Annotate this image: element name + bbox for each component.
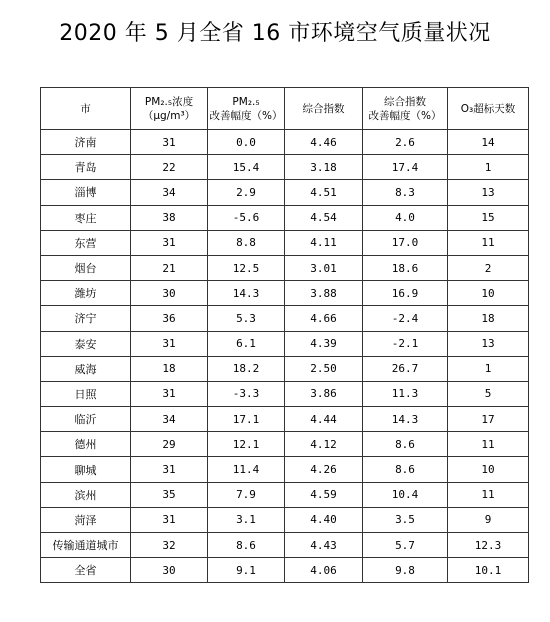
composite-index-cell: 3.01 (285, 255, 363, 280)
composite-improvement-cell: 8.6 (363, 457, 448, 482)
composite-index-cell: 4.51 (285, 180, 363, 205)
pm25-improvement-cell: -3.3 (208, 381, 285, 406)
o3-days-cell: 17 (448, 407, 529, 432)
composite-index-cell: 4.12 (285, 432, 363, 457)
page-title: 2020 年 5 月全省 16 市环境空气质量状况 (59, 21, 491, 46)
header-pm25-improvement: PM₂.₅ 改善幅度（%） (208, 88, 285, 130)
composite-index-cell: 4.39 (285, 331, 363, 356)
o3-days-cell: 11 (448, 432, 529, 457)
pm25-cell: 31 (131, 457, 208, 482)
o3-days-cell: 15 (448, 205, 529, 230)
pm25-improvement-cell: 8.6 (208, 533, 285, 558)
composite-index-cell: 4.54 (285, 205, 363, 230)
pm25-improvement-cell: 18.2 (208, 356, 285, 381)
composite-index-cell: 4.44 (285, 407, 363, 432)
composite-improvement-cell: 5.7 (363, 533, 448, 558)
pm25-cell: 21 (131, 255, 208, 280)
header-composite-index: 综合指数 (285, 88, 363, 130)
o3-days-cell: 9 (448, 507, 529, 532)
pm25-improvement-cell: 2.9 (208, 180, 285, 205)
composite-index-cell: 4.06 (285, 558, 363, 583)
o3-days-cell: 11 (448, 230, 529, 255)
pm25-cell: 31 (131, 331, 208, 356)
pm25-improvement-cell: 12.1 (208, 432, 285, 457)
pm25-improvement-cell: 6.1 (208, 331, 285, 356)
header-pm25-concentration: PM₂.₅浓度 （μg/m³） (131, 88, 208, 130)
pm25-improvement-cell: 0.0 (208, 130, 285, 155)
composite-index-cell: 3.86 (285, 381, 363, 406)
pm25-cell: 30 (131, 558, 208, 583)
table-row (41, 558, 529, 583)
pm25-cell: 31 (131, 230, 208, 255)
o3-days-cell: 12.3 (448, 533, 529, 558)
table-row (41, 533, 529, 558)
o3-days-cell: 18 (448, 306, 529, 331)
pm25-cell: 36 (131, 306, 208, 331)
o3-days-cell: 5 (448, 381, 529, 406)
table-row (41, 230, 529, 255)
city-cell: 滨州 (41, 482, 131, 507)
pm25-cell: 18 (131, 356, 208, 381)
pm25-improvement-cell: 12.5 (208, 255, 285, 280)
city-cell: 青岛 (41, 155, 131, 180)
o3-days-cell: 11 (448, 482, 529, 507)
table-row (41, 255, 529, 280)
composite-improvement-cell: -2.4 (363, 306, 448, 331)
city-cell: 菏泽 (41, 507, 131, 532)
o3-days-cell: 14 (448, 130, 529, 155)
pm25-improvement-cell: 7.9 (208, 482, 285, 507)
pm25-cell: 34 (131, 180, 208, 205)
composite-improvement-cell: 16.9 (363, 281, 448, 306)
city-cell: 潍坊 (41, 281, 131, 306)
pm25-cell: 31 (131, 130, 208, 155)
composite-improvement-cell: 9.8 (363, 558, 448, 583)
composite-improvement-cell: 3.5 (363, 507, 448, 532)
composite-index-cell: 4.11 (285, 230, 363, 255)
table-row (41, 306, 529, 331)
pm25-cell: 22 (131, 155, 208, 180)
pm25-cell: 38 (131, 205, 208, 230)
composite-improvement-cell: 4.0 (363, 205, 448, 230)
pm25-improvement-cell: 15.4 (208, 155, 285, 180)
city-cell: 济南 (41, 130, 131, 155)
header-city: 市 (41, 88, 131, 130)
pm25-cell: 31 (131, 507, 208, 532)
header-composite-improvement: 综合指数 改善幅度（%） (363, 88, 448, 130)
composite-improvement-cell: 8.3 (363, 180, 448, 205)
composite-index-cell: 4.40 (285, 507, 363, 532)
o3-days-cell: 13 (448, 331, 529, 356)
composite-improvement-cell: 10.4 (363, 482, 448, 507)
composite-index-cell: 4.59 (285, 482, 363, 507)
city-cell: 聊城 (41, 457, 131, 482)
header-o3-exceed-days: O₃超标天数 (448, 88, 529, 130)
o3-days-cell: 10 (448, 281, 529, 306)
composite-improvement-cell: 11.3 (363, 381, 448, 406)
composite-improvement-cell: 8.6 (363, 432, 448, 457)
composite-index-cell: 4.66 (285, 306, 363, 331)
pm25-improvement-cell: 14.3 (208, 281, 285, 306)
o3-days-cell: 13 (448, 180, 529, 205)
composite-index-cell: 2.50 (285, 356, 363, 381)
pm25-improvement-cell: 9.1 (208, 558, 285, 583)
composite-improvement-cell: 14.3 (363, 407, 448, 432)
table-row (41, 281, 529, 306)
air-quality-table (40, 87, 529, 583)
pm25-cell: 29 (131, 432, 208, 457)
city-cell: 泰安 (41, 331, 131, 356)
table-row (41, 331, 529, 356)
city-cell: 日照 (41, 381, 131, 406)
o3-days-cell: 10.1 (448, 558, 529, 583)
table-row (41, 407, 529, 432)
city-cell: 德州 (41, 432, 131, 457)
table-row (41, 482, 529, 507)
city-cell: 烟台 (41, 255, 131, 280)
pm25-cell: 35 (131, 482, 208, 507)
composite-index-cell: 3.18 (285, 155, 363, 180)
o3-days-cell: 2 (448, 255, 529, 280)
city-cell: 济宁 (41, 306, 131, 331)
table-row (41, 507, 529, 532)
composite-index-cell: 3.88 (285, 281, 363, 306)
table-row (41, 356, 529, 381)
pm25-improvement-cell: 11.4 (208, 457, 285, 482)
composite-improvement-cell: 2.6 (363, 130, 448, 155)
city-cell: 淄博 (41, 180, 131, 205)
composite-improvement-cell: 26.7 (363, 356, 448, 381)
composite-improvement-cell: 18.6 (363, 255, 448, 280)
o3-days-cell: 10 (448, 457, 529, 482)
city-cell: 全省 (41, 558, 131, 583)
pm25-improvement-cell: 8.8 (208, 230, 285, 255)
pm25-cell: 32 (131, 533, 208, 558)
composite-improvement-cell: 17.0 (363, 230, 448, 255)
table-row (41, 432, 529, 457)
composite-index-cell: 4.43 (285, 533, 363, 558)
city-cell: 威海 (41, 356, 131, 381)
o3-days-cell: 1 (448, 155, 529, 180)
table-row (41, 180, 529, 205)
table-row (41, 155, 529, 180)
o3-days-cell: 1 (448, 356, 529, 381)
city-cell: 枣庄 (41, 205, 131, 230)
composite-improvement-cell: 17.4 (363, 155, 448, 180)
pm25-improvement-cell: 17.1 (208, 407, 285, 432)
composite-index-cell: 4.26 (285, 457, 363, 482)
table-row (41, 381, 529, 406)
pm25-improvement-cell: -5.6 (208, 205, 285, 230)
pm25-cell: 34 (131, 407, 208, 432)
table-row (41, 130, 529, 155)
pm25-improvement-cell: 5.3 (208, 306, 285, 331)
table-row (41, 205, 529, 230)
pm25-cell: 31 (131, 381, 208, 406)
table-header-row (41, 88, 529, 130)
city-cell: 东营 (41, 230, 131, 255)
pm25-cell: 30 (131, 281, 208, 306)
composite-improvement-cell: -2.1 (363, 331, 448, 356)
city-cell: 传输通道城市 (41, 533, 131, 558)
table-row (41, 457, 529, 482)
table-body (41, 130, 529, 583)
composite-index-cell: 4.46 (285, 130, 363, 155)
city-cell: 临沂 (41, 407, 131, 432)
pm25-improvement-cell: 3.1 (208, 507, 285, 532)
